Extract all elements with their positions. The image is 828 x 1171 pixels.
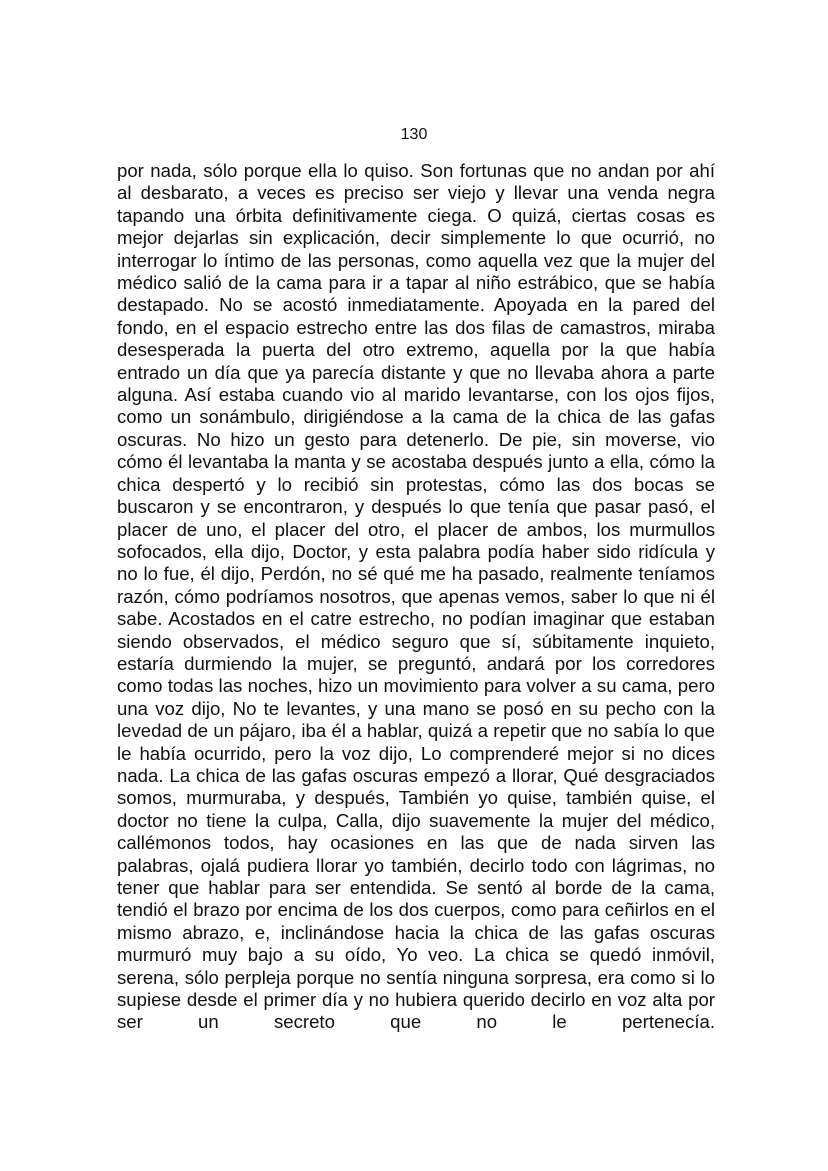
body-paragraph: por nada, sólo porque ella lo quiso. Son fortunas que no andan por ahí al desbarato, a veces es preciso ser viejo y llevar una venda negra tapando una órbita definitivamente ciega. O quizá, ciertas cosas es mejor dejarlas sin explicación, decir simplemente lo que ocurrió, no interrogar lo íntimo de las personas, como aquella vez que la mujer del médico salió de la cama para ir a tapar al niño estrábico, que se había destapado. No se acostó inmediatamente. Apoyada en la pared del fondo, en el espacio estrecho entre las dos filas de camastros, miraba desesperada la puerta del otro extremo, aquella por la que había entrado un día que ya parecía distante y que no llevaba ahora a parte alguna. Así estaba cuando vio al marido levantarse, con los ojos fijos, como un sonámbulo, dirigiéndose a la cama de la chica de las gafas oscuras. No hizo un gesto para detenerlo. De pie, sin moverse, vio cómo él levantaba la manta y se acostaba después junto a ella, cómo la chica despertó y lo recibió sin protestas, cómo las dos bocas se buscaron y se encontraron, y después lo que tenía que pasar pasó, el placer de uno, el placer del otro, el placer de ambos, los murmullos sofocados, ella dijo, Doctor, y esta palabra podía haber sido ridícula y no lo fue, él dijo, Perdón, no sé qué me ha pasado, realmente teníamos razón, cómo podríamos nosotros, que apenas vemos, saber lo que ni él sabe. Acostados en el catre estrecho, no podían imaginar que estaban siendo observados, el médico seguro que sí, súbitamente inquieto, estaría durmiendo la mujer, se preguntó, andará por los corredores como todas las noches, hizo un movimiento para volver a su cama, pero una voz dijo, No te levantes, y una mano se posó en su pecho con la levedad de un pájaro, iba él a hablar, quizá a repetir que no sabía lo que le había ocurrido, pero la voz dijo, Lo comprenderé mejor si no dices nada. La chica de las gafas oscuras empezó a llorar, Qué desgraciados somos, murmuraba, y después, También yo quise, también quise, el doctor no tiene la culpa, Calla, dijo suavemente la mujer del médico, callémonos todos, hay ocasiones en las que de nada sirven las palabras, ojalá pudiera llorar yo también, decirlo todo con lágrimas, no tener que hablar para ser entendida. Se sentó al borde de la cama, tendió el brazo por encima de los dos cuerpos, como para ceñirlos en el mismo abrazo, e, inclinándose hacia la chica de las gafas oscuras murmuró muy bajo a su oído, Yo veo. La chica se quedó inmóvil, serena, sólo perpleja porque no sentía ninguna sorpresa, era como si lo supiese desde el primer día y no hubiera querido decirlo en voz alta por ser un secreto que no le pertenecía. [117,160,715,1033]
page-number: 130 [400,126,428,143]
